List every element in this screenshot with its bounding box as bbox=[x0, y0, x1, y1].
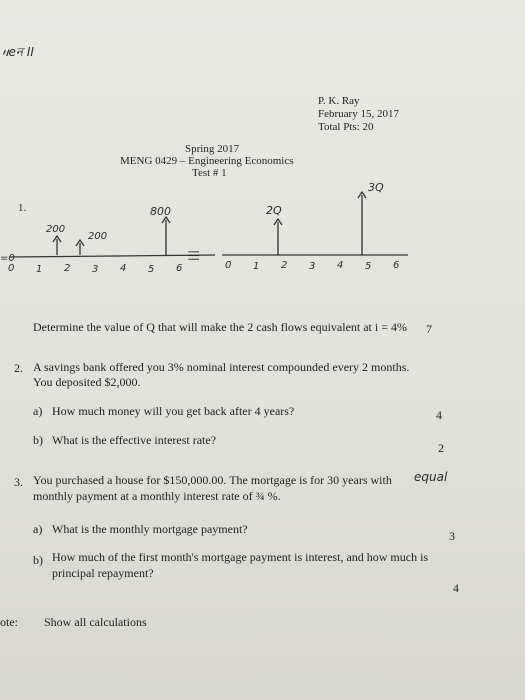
right-tick-label: 4 bbox=[337, 260, 344, 271]
right-tick-label: 1 bbox=[253, 261, 260, 272]
left-tick-label: 3 bbox=[92, 264, 99, 275]
q2a-points: 4 bbox=[436, 408, 442, 422]
q1-points: 7 bbox=[426, 322, 432, 336]
q3b-text-2: principal repayment? bbox=[52, 566, 154, 580]
left-tick-label: 1 bbox=[36, 264, 43, 275]
q1-number: 1. bbox=[18, 202, 27, 214]
q3-number: 3. bbox=[14, 475, 23, 489]
term: Spring 2017 bbox=[185, 143, 240, 155]
cash-flow-diagrams bbox=[0, 175, 525, 285]
right-tick-label: 0 bbox=[225, 260, 232, 271]
course-title: MENG 0429 – Engineering Economics bbox=[120, 155, 294, 167]
test-number: Test # 1 bbox=[192, 167, 227, 179]
left-tick-label: 0 bbox=[8, 263, 15, 274]
q3b-label: b) bbox=[33, 553, 43, 567]
q3b-points: 4 bbox=[453, 581, 459, 595]
q2-line-1: A savings bank offered you 3% nominal interest compounded every 2 months. bbox=[33, 360, 410, 374]
note-label: ote: bbox=[0, 615, 18, 629]
q2a-label: a) bbox=[33, 404, 43, 418]
corner-handwritten-note: ዛeন II bbox=[2, 45, 34, 59]
q3-handwritten-word: equal bbox=[414, 470, 448, 484]
q3b-text-1: How much of the first month's mortgage payment is interest, and how much is bbox=[52, 550, 429, 564]
left-axis-start: =0 bbox=[0, 253, 15, 264]
author-name: P. K. Ray bbox=[318, 95, 360, 107]
right-tick-label: 2 bbox=[281, 260, 288, 271]
q2b-points: 2 bbox=[438, 441, 444, 455]
right-flow-label-2: 3Q bbox=[368, 181, 384, 194]
right-tick-label: 5 bbox=[365, 261, 372, 272]
left-flow-label-2: 200 bbox=[88, 231, 108, 242]
q3a-text: What is the monthly mortgage payment? bbox=[52, 522, 248, 536]
right-flow-label-1: 2Q bbox=[266, 204, 282, 217]
equivalence-mark: ||| bbox=[188, 250, 201, 262]
q3a-points: 3 bbox=[449, 529, 455, 543]
q3a-label: a) bbox=[33, 522, 43, 536]
left-tick-label: 5 bbox=[148, 264, 155, 275]
left-flow-label-1: 200 bbox=[46, 224, 66, 235]
left-tick-label: 6 bbox=[176, 263, 183, 274]
note-text: Show all calculations bbox=[44, 615, 147, 629]
q2-line-2: You deposited $2,000. bbox=[33, 375, 141, 389]
right-tick-label: 3 bbox=[309, 261, 316, 272]
left-flow-label-3: 800 bbox=[150, 205, 171, 218]
exam-date: February 15, 2017 bbox=[318, 108, 399, 120]
total-points: Total Pts: 20 bbox=[318, 121, 374, 133]
q2a-text: How much money will you get back after 4 years? bbox=[52, 404, 295, 418]
q1-text: Determine the value of Q that will make the 2 cash flows equivalent at i = 4% bbox=[33, 320, 407, 334]
left-tick-label: 2 bbox=[64, 263, 71, 274]
q3-line-2: monthly payment at a monthly interest rate of ¾ %. bbox=[33, 489, 281, 503]
right-tick-label: 6 bbox=[393, 260, 400, 271]
left-timeline bbox=[10, 255, 215, 257]
q2b-label: b) bbox=[33, 433, 43, 447]
left-tick-label: 4 bbox=[120, 263, 127, 274]
q2b-text: What is the effective interest rate? bbox=[52, 433, 217, 447]
q2-number: 2. bbox=[14, 361, 23, 375]
q3-line-1: You purchased a house for $150,000.00. The mortgage is for 30 years with bbox=[33, 473, 392, 487]
